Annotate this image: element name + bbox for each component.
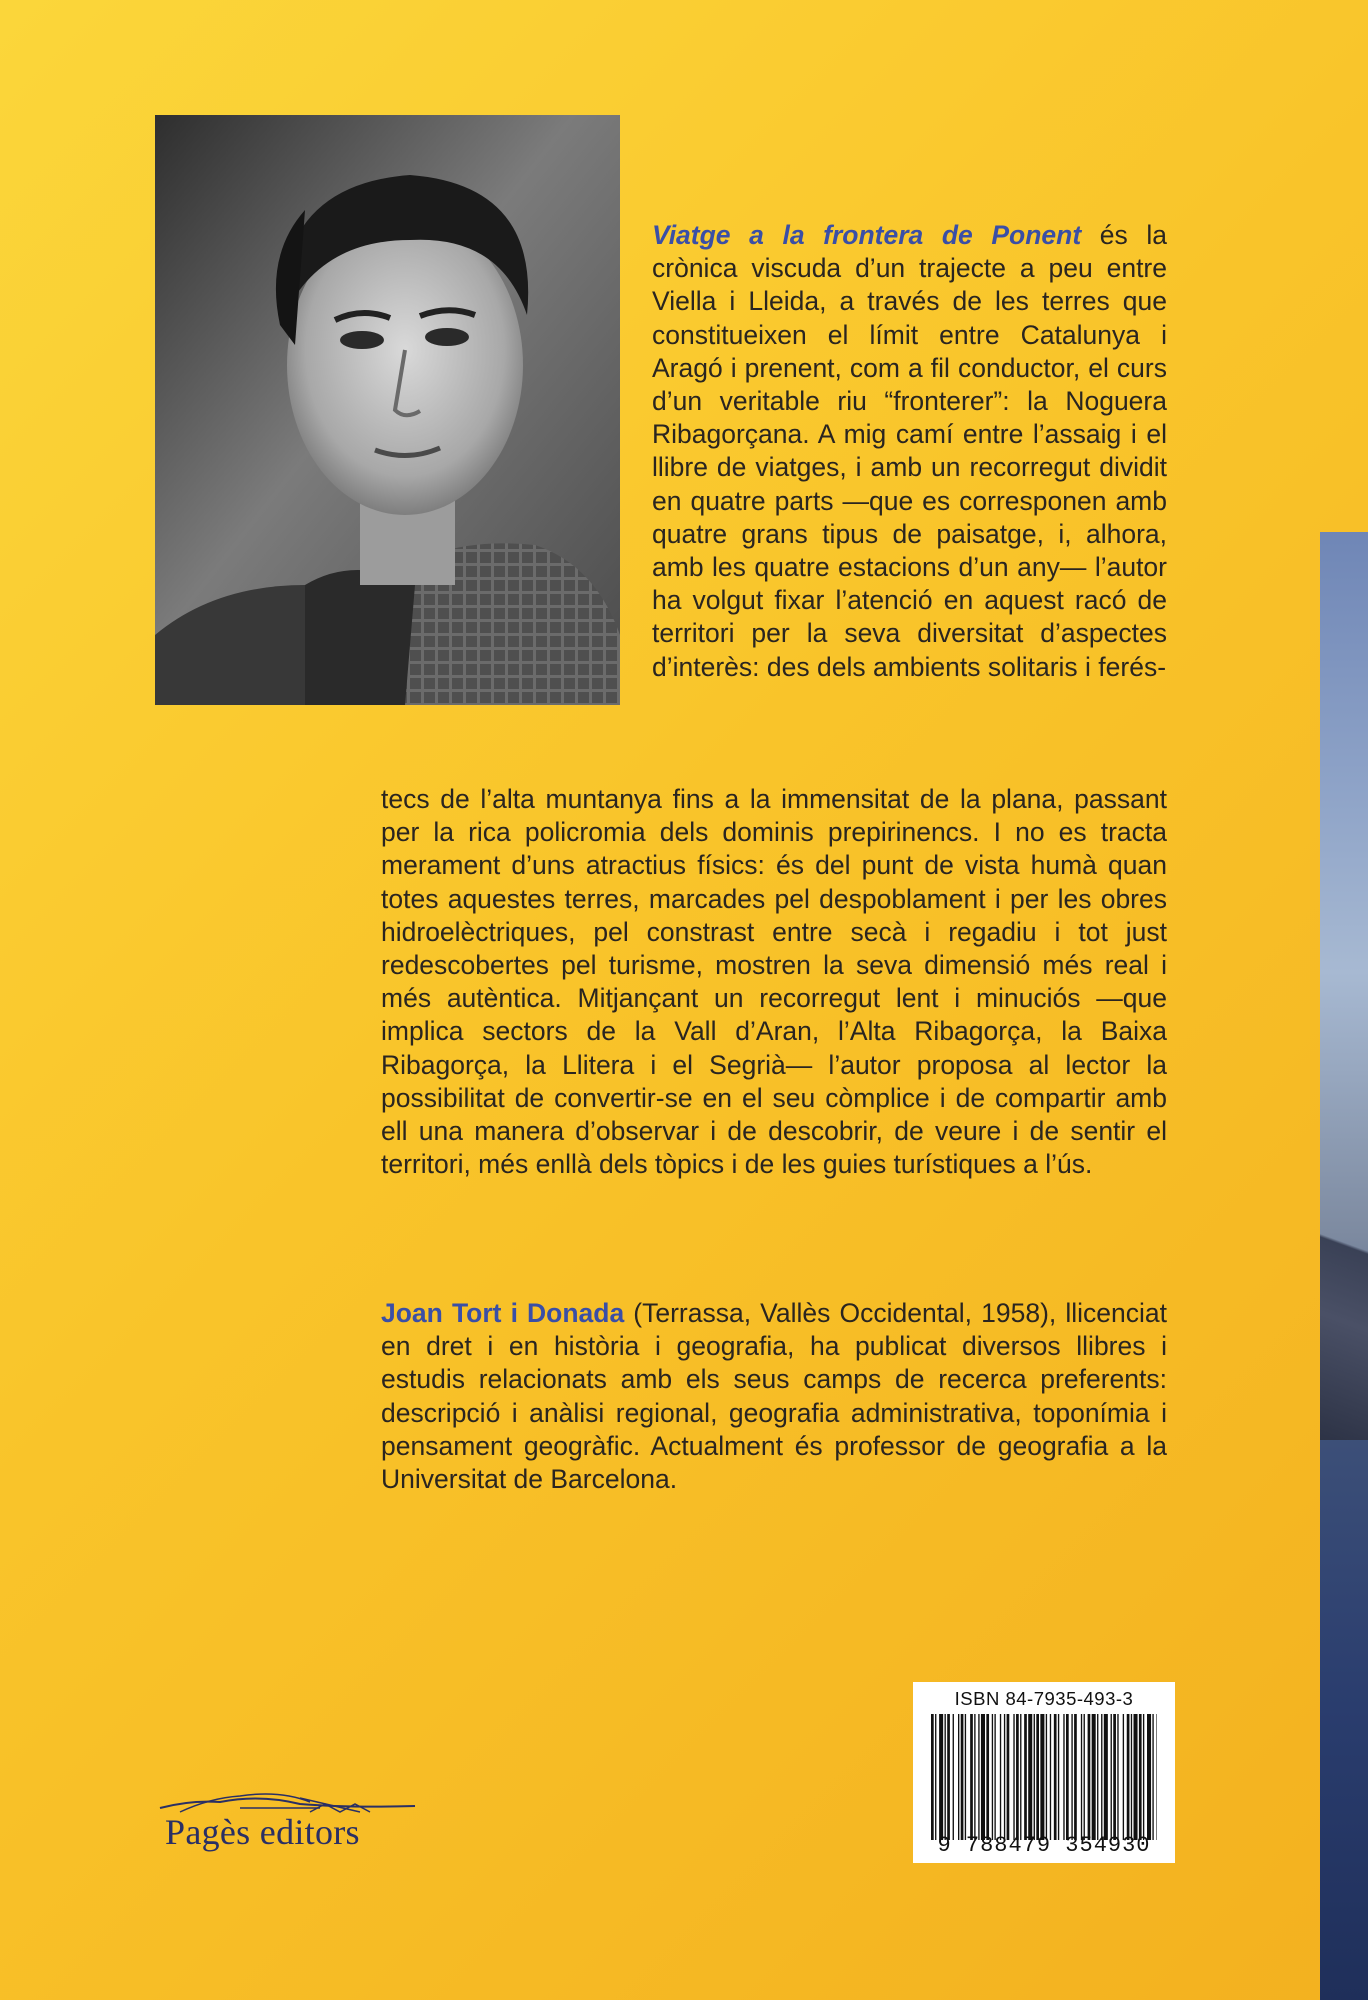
barcode-bar [1066, 1714, 1069, 1840]
mountain-ridge-shape [1320, 1140, 1368, 1440]
barcode-bar [947, 1714, 950, 1840]
barcode-bar [1050, 1714, 1051, 1840]
barcode-bar [1063, 1714, 1064, 1840]
barcode-bar [970, 1714, 973, 1840]
barcode-bar [1101, 1714, 1102, 1840]
ean-digits: 9 788479 354930 [937, 1833, 1151, 1858]
barcode-bar [1081, 1714, 1082, 1840]
barcode-bar [1058, 1714, 1059, 1840]
barcode-bar [1092, 1714, 1096, 1840]
barcode-icon [931, 1714, 1157, 1840]
barcode-bar [931, 1714, 934, 1840]
isbn-barcode-box [913, 1682, 1175, 1863]
barcode-bar [1016, 1714, 1019, 1840]
barcode-bar [1131, 1714, 1132, 1840]
barcode-bar [1007, 1714, 1010, 1840]
barcode-bar [1097, 1714, 1098, 1840]
barcode-bar [1127, 1714, 1130, 1840]
description-paragraph-top [652, 219, 1167, 684]
barcode-bar [1113, 1714, 1116, 1840]
barcode-bar [1117, 1714, 1118, 1840]
barcode-bar [958, 1714, 959, 1840]
barcode-bar [1071, 1714, 1072, 1840]
barcode-bar [1074, 1714, 1077, 1840]
barcode-bar [1000, 1714, 1001, 1840]
barcode-bar [1004, 1714, 1005, 1840]
barcode-bar [1040, 1714, 1044, 1840]
barcode-bar [1054, 1714, 1057, 1840]
barcode-bar [1046, 1714, 1047, 1840]
barcode-bar [1028, 1714, 1032, 1840]
barcode-bar [945, 1714, 946, 1840]
barcode-bar [935, 1714, 936, 1840]
barcode-bar [953, 1714, 954, 1840]
description-text-bottom: tecs de l’alta muntanya fins a la immensitat de la plana, passant per la rica policromia dels dominis prepirinencs. I no es tracta merament d’uns atractius físics: és del punt de vista humà quan totes aquestes terres, marcades pel despoblament i per les obres hidroelèctriques, pel constrast entre secà i regadiu i tot just redescobertes pel turisme, mostren la seva dimensió més real i més autèntica. Mitjançant un recorregut lent i minuciós —que implica sectors de la Vall d’Aran, l’Alta Ribagorça, la Baixa Ribagorça, la Llitera i el Segrià— l’autor proposa al lector la possibilitat de convertir-se en el seu còmplice i de compartir amb ell una manera d’observar i de descobrir, de veure i de sentir el territori, més enllà dels tòpics i de les guies turístiques a l’ús. [381, 784, 1167, 1180]
barcode-bar [1020, 1714, 1021, 1840]
publisher-name: Pagès editors [165, 1812, 360, 1852]
barcode-bar [961, 1714, 964, 1840]
barcode-bar [1084, 1714, 1085, 1840]
barcode-bar [1143, 1714, 1144, 1840]
barcode-bar [992, 1714, 993, 1840]
barcode-bar [1111, 1714, 1112, 1840]
barcode-bar [1152, 1714, 1153, 1840]
barcode-bar [1104, 1714, 1108, 1840]
description-paragraph-bottom [381, 783, 1167, 1181]
barcode-bar [986, 1714, 989, 1840]
barcode-bar [939, 1714, 943, 1840]
barcode-bar [1088, 1714, 1091, 1840]
barcode-bar [978, 1714, 979, 1840]
book-title: Viatge a la frontera de Ponent [652, 220, 1082, 250]
barcode-bar [1036, 1714, 1039, 1840]
barcode-bar [994, 1714, 995, 1840]
barcode-bar [965, 1714, 966, 1840]
barcode-bar [1123, 1714, 1124, 1840]
barcode-bar [981, 1714, 985, 1840]
author-bio-text: (Terrassa, Vallès Occidental, 1958), llicenciat en dret i en història i geografia, ha publicat diversos llibres i estudis relacionats amb els seus camps de recerca preferents: descripció i anàlisi regional, geografia administrativa, toponímia i pensament geogràfic. Actualment és professor de geografia a la Universitat de Barcelona. [381, 1298, 1167, 1495]
barcode-bar [1013, 1714, 1014, 1840]
description-text-top: és la crònica viscuda d’un trajecte a peu entre Viella i Lleida, a través de les terres que constitueixen el límit entre Catalunya i Aragó i prenent, com a fil conductor, el curs d’un veritable riu “fronterer”: la Noguera Ribagorçana. A mig camí entre l’assaig i el llibre de viatges, i amb un recorregut dividit en quatre parts —que es corresponen amb quatre grans tipus de paisatge, i, alhora, amb les quatre estacions d’un any— l’autor ha volgut fixar l’atenció en aquest racó de territori per la seva diversitat d’aspectes d’interès: des dels ambients solitaris i ferés- [652, 220, 1167, 682]
barcode-bar [1134, 1714, 1138, 1840]
author-name: Joan Tort i Donada [381, 1298, 625, 1328]
author-photo [155, 115, 620, 705]
barcode-bar [974, 1714, 975, 1840]
barcode-bar [1034, 1714, 1035, 1840]
barcode-bar [1156, 1714, 1157, 1840]
barcode-bar [1139, 1714, 1142, 1840]
barcode-bar [1024, 1714, 1027, 1840]
author-portrait-icon [155, 115, 620, 705]
author-bio-paragraph [381, 1297, 1167, 1496]
isbn-label: ISBN 84-7935-493-3 [954, 1688, 1134, 1709]
barcode-bar [1147, 1714, 1151, 1840]
